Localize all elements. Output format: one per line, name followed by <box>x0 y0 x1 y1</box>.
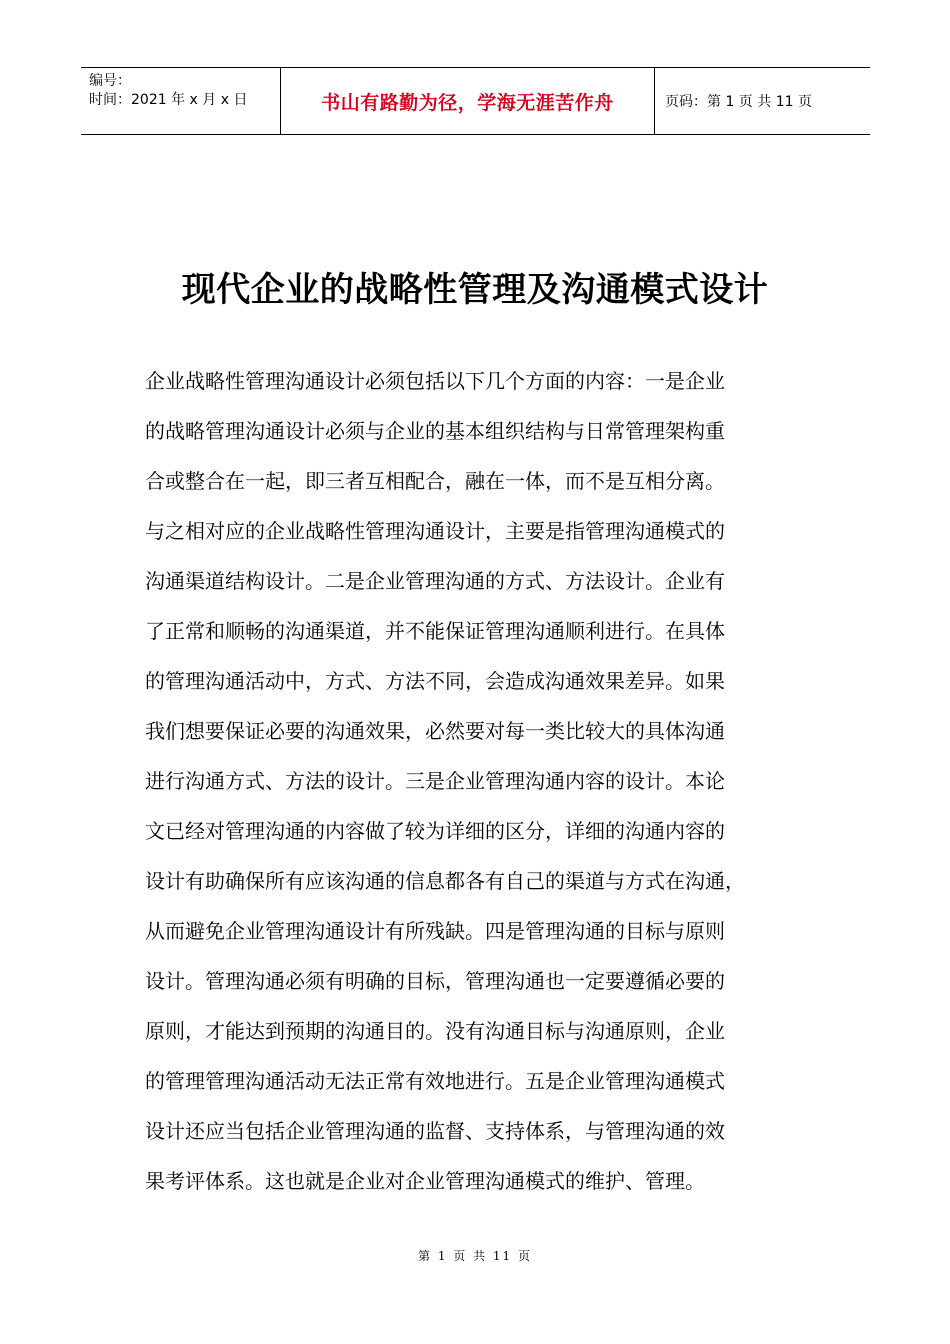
body-paragraph <box>145 364 800 1214</box>
body-line: 的战略管理沟通设计必须与企业的基本组织结构与日常管理架构重 <box>145 419 725 443</box>
header-motto-cell <box>281 68 655 134</box>
body-line: 果考评体系。这也就是企业对企业管理沟通模式的维护、管理。 <box>145 1169 705 1193</box>
body-line: 设计。管理沟通必须有明确的目标，管理沟通也一定要遵循必要的 <box>145 969 725 993</box>
header-page-info <box>655 68 870 134</box>
time-label: 时间：2021 年 x 月 x 日 <box>89 92 248 108</box>
page-header <box>81 67 870 135</box>
number-label: 编号： <box>89 73 131 89</box>
page-info-text: 页码：第 1 页 共 11 页 <box>665 94 812 110</box>
body-line: 企业战略性管理沟通设计必须包括以下几个方面的内容：一是企业 <box>145 369 725 393</box>
motto-text: 书山有路勤为径，学海无涯苦作舟 <box>321 91 614 114</box>
body-line: 的管理管理沟通活动无法正常有效地进行。五是企业管理沟通模式 <box>145 1069 725 1093</box>
body-line: 进行沟通方式、方法的设计。三是企业管理沟通内容的设计。本论 <box>145 769 725 793</box>
body-line: 设计有助确保所有应该沟通的信息都各有自己的渠道与方式在沟通， <box>145 869 745 893</box>
body-line: 沟通渠道结构设计。二是企业管理沟通的方式、方法设计。企业有 <box>145 569 725 593</box>
body-line: 了正常和顺畅的沟通渠道，并不能保证管理沟通顺利进行。在具体 <box>145 619 725 643</box>
body-line: 文已经对管理沟通的内容做了较为详细的区分，详细的沟通内容的 <box>145 819 725 843</box>
body-line: 与之相对应的企业战略性管理沟通设计，主要是指管理沟通模式的 <box>145 519 725 543</box>
body-line: 我们想要保证必要的沟通效果，必然要对每一类比较大的具体沟通 <box>145 719 725 743</box>
page-footer: 第 1 页 共 11 页 <box>418 1249 532 1263</box>
body-line: 从而避免企业管理沟通设计有所残缺。四是管理沟通的目标与原则 <box>145 919 725 943</box>
body-line: 原则，才能达到预期的沟通目的。没有沟通目标与沟通原则，企业 <box>145 1019 725 1043</box>
body-line: 的管理沟通活动中，方式、方法不同，会造成沟通效果差异。如果 <box>145 669 725 693</box>
header-meta <box>81 68 281 134</box>
body-line: 合或整合在一起，即三者互相配合，融在一体，而不是互相分离。 <box>145 469 725 493</box>
body-line: 设计还应当包括企业管理沟通的监督、支持体系，与管理沟通的效 <box>145 1119 725 1143</box>
document-title: 现代企业的战略性管理及沟通模式设计 <box>181 270 769 310</box>
